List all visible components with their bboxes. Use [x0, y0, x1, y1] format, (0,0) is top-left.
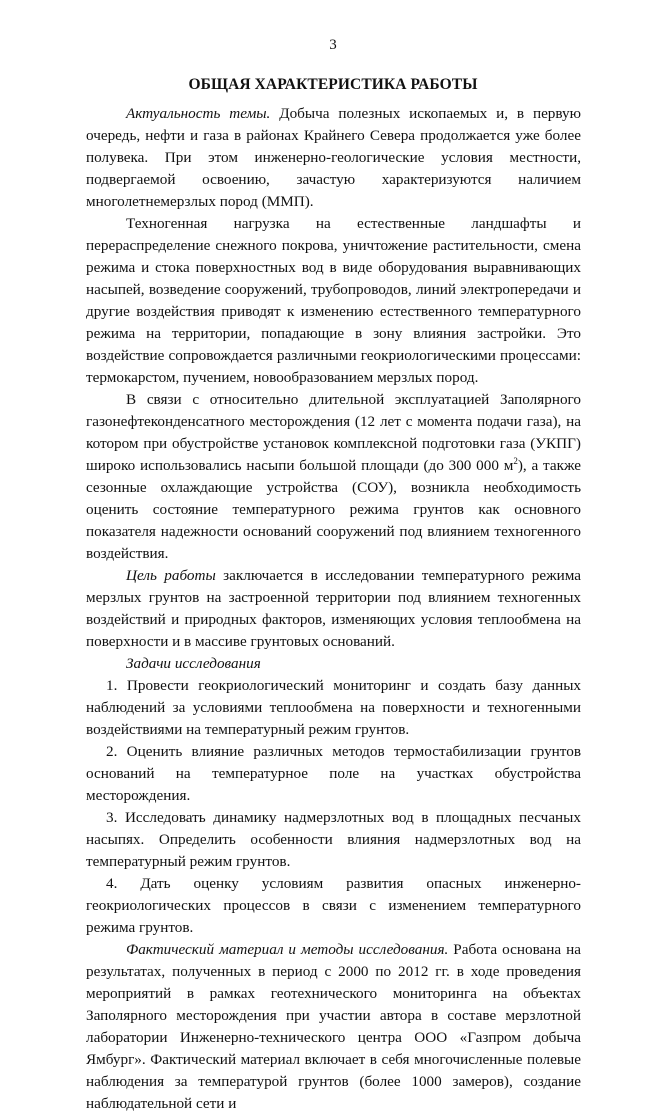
document-body [86, 103, 581, 1115]
paragraph-methods [86, 939, 581, 1115]
relevance-text: Добыча полезных ископаемых и, в первую очередь, нефти и газа в районах Крайнего Севера продолжается уже более полувека. При этом инженерно-геологические условия местности, подвергаемой освоению, зачастую характеризуются наличием многолетнемерзлых пород (ММП). [86, 105, 581, 210]
tasks-heading: Задачи исследования [126, 655, 261, 672]
task-item-1: 1. Провести геокриологический мониторинг и создать базу данных наблюдений за условиями теплообмена на поверхности и техногенными воздействиями на температурный режим грунтов. [86, 677, 581, 738]
methods-text: Работа основана на результатах, полученных в период с 2000 по 2012 гг. в ходе проведения мероприятий в рамках геотехнического мониторинга на объектах Заполярного месторождения при участии автора в составе мерзлотной лаборатории Инженерно-технического центра ООО «Газпром добыча Ямбург». Фактический материал включает в себя многочисленные полевые наблюдения за температурой грунтов (более 1000 замеров), создание наблюдательной сети и [86, 941, 581, 1112]
relevance-lead: Актуальность темы. [126, 105, 271, 122]
paragraph-goal [86, 565, 581, 653]
methods-lead: Фактический материал и методы исследования. [126, 941, 449, 958]
paragraph-relevance [86, 103, 581, 213]
task-item-4: 4. Дать оценку условиям развития опасных инженерно-геокриологических процессов в связи с изменением температурного режима грунтов. [86, 875, 581, 936]
operation-text-before: В связи с относительно длительной эксплуатацией Заполярного газонефтеконденсатного месторождения (12 лет с момента подачи газа), на котором при обустройстве установок комплексной подготовки газа (УКПГ) широко использовались насыпи большой площади (до 300 000 м [86, 391, 581, 474]
goal-text: заключается в исследовании температурного режима мерзлых грунтов на застроенной территории под влиянием техногенных воздействий и природных факторов, изменяющих условия теплообмена на поверхности и в массиве грунтовых оснований. [86, 567, 581, 650]
superscript-2: 2 [513, 456, 518, 466]
page-number: 3 [329, 37, 337, 53]
task-item-2: 2. Оценить влияние различных методов термостабилизации грунтов оснований на температурное поле на участках обустройства месторождения. [86, 743, 581, 804]
section-title: ОБЩАЯ ХАРАКТЕРИСТИКА РАБОТЫ [188, 76, 478, 93]
task-item-3: 3. Исследовать динамику надмерзлотных вод в площадных песчаных насыпях. Определить особенности влияния надмерзлотных вод на температурный режим грунтов. [86, 809, 581, 870]
paragraph-technogenic-load: Техногенная нагрузка на естественные ландшафты и перераспределение снежного покрова, уничтожение растительности, смена режима и стока поверхностных вод в виде оборудования выравнивающих насыпей, возведение сооружений, трубопроводов, линий электропередачи и другие воздействия приводят к изменению естественного температурного режима на территории, попадающие в зону влияния застройки. Это воздействие сопровождается различными геокриологическими процессами: термокарстом, пучением, новообразованием мерзлых пород. [86, 215, 581, 386]
operation-text-after: ), а также сезонные охлаждающие устройства (СОУ), возникла необходимость оценить состояние температурного режима грунтов как основного показателя надежности оснований сооружений под влиянием техногенного воздействия. [86, 457, 581, 562]
paragraph-operation [86, 389, 581, 565]
goal-lead: Цель работы [126, 567, 216, 584]
